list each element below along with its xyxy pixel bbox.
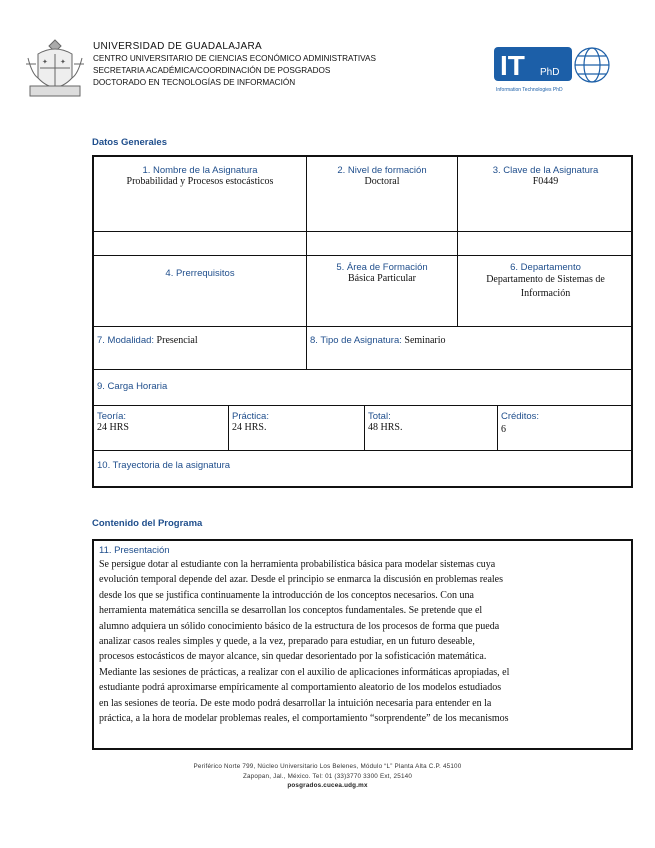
svg-text:✦: ✦: [60, 58, 66, 66]
key-label: 3. Clave de la Asignatura: [492, 165, 599, 176]
presentation-text: [99, 557, 627, 726]
level-cell: [307, 157, 458, 232]
subject-cell: [94, 157, 307, 232]
theory-value: 24 HRS: [97, 422, 129, 433]
practice-cell: [229, 406, 365, 451]
university-name: UNIVERSIDAD DE GUADALAJARA: [93, 41, 262, 52]
load-cell: [94, 370, 633, 406]
level-label: 2. Nivel de formación: [337, 165, 427, 176]
trajectory-label: 10. Trayectoria de la asignatura: [97, 460, 231, 471]
modality-label: 7. Modalidad:: [97, 335, 155, 346]
footer-address: Periférico Norte 799, Núcleo Universitario Los Belenes, Módulo “L” Planta Alta C.P. 45100: [193, 763, 462, 770]
presentation-line: en las sesiones de teoría. De este modo podrá desarrollar la intuición necesaria para entender en la: [99, 697, 492, 709]
theory-cell: [94, 406, 229, 451]
empty-cell: [307, 232, 458, 256]
subject-label: 1. Nombre de la Asignatura: [142, 165, 258, 176]
program-name: DOCTORADO EN TECNOLOGÍAS DE INFORMACIÓN: [93, 78, 296, 88]
logo-sub: PhD: [540, 67, 560, 78]
credits-value: 6: [501, 424, 506, 435]
presentation-line: herramienta matemática sencilla se desarrollan los conceptos fundamentales. Se pretende que el: [99, 605, 483, 617]
presentation-line: Mediante las sesiones de prácticas, a realizar con el auxilio de aplicaciones informáticas apropiadas, el: [99, 666, 510, 678]
practice-value: 24 HRS.: [232, 422, 267, 433]
key-value: F0449: [532, 176, 559, 187]
center-name: CENTRO UNIVERSITARIO DE CIENCIAS ECONÓMICO ADMINISTRATIVAS: [93, 54, 376, 63]
presentation-line: Se persigue dotar al estudiante con la herramienta probabilística básica para modelar sistemas cuya: [99, 559, 496, 570]
university-crest-logo: [24, 34, 86, 102]
general-section-title: Datos Generales: [92, 137, 167, 148]
modality-value: Presencial: [156, 335, 198, 346]
empty-cell: [94, 232, 307, 256]
key-cell: [458, 157, 633, 232]
theory-label: Teoría:: [97, 411, 127, 422]
total-cell: [365, 406, 498, 451]
footer-website: posgrados.cucea.udg.mx: [287, 782, 368, 789]
footer-phone: Zapopan, Jal., México. Tel: 01 (33)3770 3300 Ext, 25140: [242, 772, 413, 780]
presentation-line: evolución temporal depende del azar. Desde el principio se enmarca la discusión en problemas reales: [99, 574, 504, 586]
trajectory-cell: [94, 451, 633, 488]
subject-value: Probabilidad y Procesos estocásticos: [126, 176, 274, 187]
area-cell: [307, 256, 458, 327]
presentation-box: [92, 539, 633, 750]
prereq-label: 4. Prerrequisitos: [165, 268, 235, 279]
credits-cell: [498, 406, 633, 451]
presentation-line: estudiante podrá aproximarse empíricamente al comportamiento aleatorio de los modelos estudiados: [99, 682, 502, 694]
logo-letters: IT: [500, 50, 525, 81]
svg-text:✦: ✦: [42, 58, 48, 66]
total-label: Total:: [368, 411, 391, 422]
total-value: 48 HRS.: [368, 422, 403, 433]
area-value: Básica Particular: [347, 273, 417, 284]
practice-label: Práctica:: [232, 411, 269, 422]
presentation-label: 11. Presentación: [99, 545, 170, 556]
dept-label: 6. Departamento: [510, 262, 581, 273]
area-label: 5. Área de Formación: [336, 262, 428, 273]
institution-header: [93, 40, 376, 90]
modality-cell: [94, 327, 307, 370]
presentation-line: procesos estocásticos de mayor alcance, sin quedar desorientado por la sofisticación matemática.: [99, 651, 487, 663]
dept-value: Departamento de Sistemas de Información: [486, 274, 605, 299]
type-value: Seminario: [404, 335, 446, 346]
credits-label: Créditos:: [501, 411, 540, 422]
dept-cell: [458, 256, 633, 327]
presentation-line: alumno adquiera un sólido conocimiento básico de la estructura de los procesos de forma que pueda: [99, 620, 500, 632]
type-cell: [307, 327, 633, 370]
prereq-cell: [94, 256, 307, 327]
type-label: 8. Tipo de Asignatura:: [310, 335, 402, 346]
general-data-table: [92, 155, 633, 488]
page-footer: [0, 762, 655, 791]
secretariat-name: SECRETARIA ACADÉMICA/COORDINACIÓN DE POSGRADOS: [93, 66, 331, 76]
load-label: 9. Carga Horaria: [97, 381, 168, 392]
logo-caption: Information Technologies PhD: [496, 87, 563, 93]
presentation-line: práctica, a la hora de modelar problemas reales, el comportamiento “sorprendente” de los mecanismos: [99, 713, 509, 725]
presentation-line: analizar casos reales simples y quede, a la vez, preparado para estudiar, en un futuro deseable,: [99, 636, 475, 648]
empty-cell: [458, 232, 633, 256]
content-section-title: Contenido del Programa: [92, 518, 203, 529]
it-phd-logo: [494, 45, 612, 93]
presentation-line: desde los que se justifica continuamente la introducción de los conceptos necesarios. Con una: [99, 589, 474, 601]
level-value: Doctoral: [364, 176, 400, 187]
